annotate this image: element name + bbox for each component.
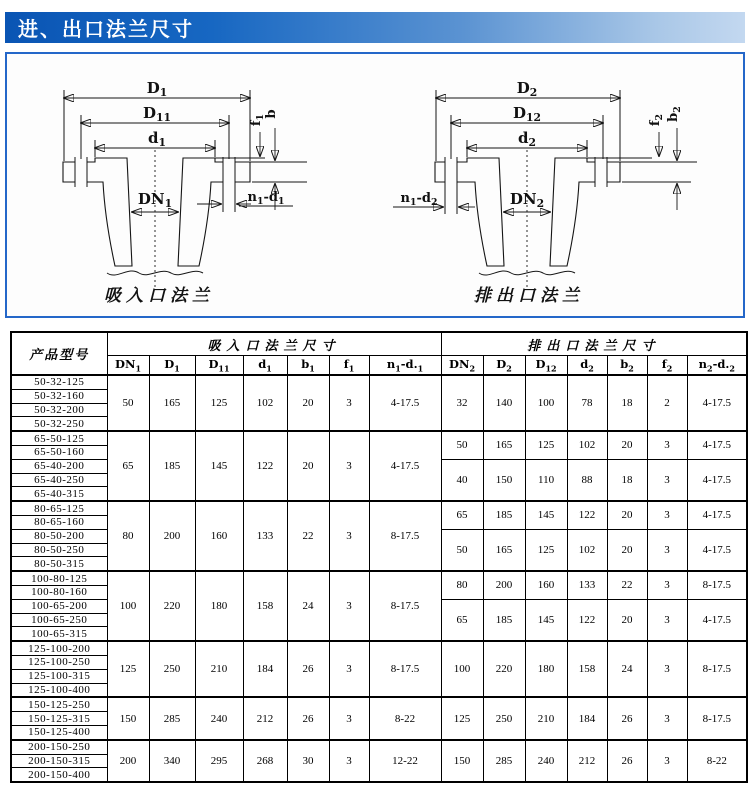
discharge-caption: 排出口法兰 [474, 286, 584, 306]
suction-value-cell: 3 [329, 431, 369, 501]
dim-label-f2: $f_2$ [648, 113, 665, 127]
discharge-value-cell: 200 [483, 571, 525, 599]
suction-value-cell: 3 [329, 571, 369, 641]
discharge-flange-diagram [393, 79, 697, 306]
discharge-value-cell: 20 [607, 431, 647, 459]
col-header-b2: $b_2$ [607, 356, 647, 376]
discharge-value-cell: 145 [525, 501, 567, 529]
discharge-value-cell: 102 [567, 431, 607, 459]
suction-flange-section-left [63, 158, 132, 266]
discharge-value-cell: 150 [441, 740, 483, 782]
flange-diagrams-svg [7, 54, 743, 316]
discharge-value-cell: 4-17.5 [687, 501, 747, 529]
model-cell: 65-40-250 [11, 473, 107, 487]
discharge-value-cell: 20 [607, 599, 647, 641]
suction-value-cell: 26 [287, 697, 329, 739]
discharge-value-cell: 18 [607, 375, 647, 431]
suction-value-cell: 100 [107, 571, 149, 641]
discharge-value-cell: 150 [483, 459, 525, 501]
discharge-value-cell: 145 [525, 599, 567, 641]
suction-value-cell: 295 [195, 740, 243, 782]
discharge-value-cell: 285 [483, 740, 525, 782]
suction-value-cell: 210 [195, 641, 243, 697]
model-column-header: 产品型号 [11, 332, 107, 375]
model-cell: 50-32-200 [11, 403, 107, 417]
suction-value-cell: 184 [243, 641, 287, 697]
bolt-hole [445, 159, 457, 185]
suction-value-cell: 24 [287, 571, 329, 641]
suction-value-cell: 8-17.5 [369, 501, 441, 571]
suction-value-cell: 165 [149, 375, 195, 431]
discharge-value-cell: 18 [607, 459, 647, 501]
discharge-value-cell: 165 [483, 431, 525, 459]
suction-value-cell: 8-22 [369, 697, 441, 739]
discharge-value-cell: 102 [567, 529, 607, 571]
discharge-value-cell: 165 [483, 529, 525, 571]
table-row [11, 431, 747, 445]
discharge-value-cell: 122 [567, 599, 607, 641]
model-cell: 100-65-315 [11, 627, 107, 641]
suction-value-cell: 22 [287, 501, 329, 571]
discharge-value-cell: 88 [567, 459, 607, 501]
model-cell: 150-125-315 [11, 712, 107, 726]
table-row [11, 740, 747, 754]
discharge-value-cell: 32 [441, 375, 483, 431]
model-cell: 65-50-160 [11, 445, 107, 459]
suction-value-cell: 3 [329, 641, 369, 697]
discharge-value-cell: 240 [525, 740, 567, 782]
discharge-value-cell: 160 [525, 571, 567, 599]
col-header-n2-d2: $n_2-d._2$ [687, 356, 747, 376]
col-header-n1-d1: $n_1-d._1$ [369, 356, 441, 376]
discharge-value-cell: 4-17.5 [687, 375, 747, 431]
discharge-value-cell: 26 [607, 740, 647, 782]
discharge-group-header: 排出口法兰尺寸 [441, 332, 747, 356]
col-header-D11: $D_{11}$ [195, 356, 243, 376]
discharge-value-cell: 100 [441, 641, 483, 697]
col-header-DN1: $DN_1$ [107, 356, 149, 376]
suction-value-cell: 26 [287, 641, 329, 697]
suction-value-cell: 250 [149, 641, 195, 697]
suction-value-cell: 133 [243, 501, 287, 571]
model-cell: 100-65-250 [11, 613, 107, 627]
discharge-value-cell: 2 [647, 375, 687, 431]
suction-value-cell: 8-17.5 [369, 571, 441, 641]
suction-value-cell: 30 [287, 740, 329, 782]
discharge-value-cell: 3 [647, 431, 687, 459]
model-cell: 50-32-125 [11, 375, 107, 389]
suction-value-cell: 158 [243, 571, 287, 641]
discharge-value-cell: 65 [441, 501, 483, 529]
suction-value-cell: 200 [149, 501, 195, 571]
col-header-D1: $D_1$ [149, 356, 195, 376]
discharge-value-cell: 80 [441, 571, 483, 599]
model-cell: 100-65-200 [11, 599, 107, 613]
dim-label-b: b [264, 109, 279, 119]
model-cell: 65-40-315 [11, 487, 107, 501]
discharge-value-cell: 212 [567, 740, 607, 782]
discharge-value-cell: 3 [647, 740, 687, 782]
discharge-value-cell: 185 [483, 599, 525, 641]
discharge-value-cell: 65 [441, 599, 483, 641]
dim-label-DN1: $DN_1$ [137, 190, 173, 210]
discharge-value-cell: 3 [647, 459, 687, 501]
discharge-value-cell: 20 [607, 501, 647, 529]
suction-value-cell: 3 [329, 375, 369, 431]
discharge-value-cell: 40 [441, 459, 483, 501]
discharge-value-cell: 26 [607, 697, 647, 739]
discharge-value-cell: 122 [567, 501, 607, 529]
model-cell: 100-80-125 [11, 571, 107, 585]
table-row [11, 697, 747, 711]
discharge-value-cell: 110 [525, 459, 567, 501]
suction-value-cell: 150 [107, 697, 149, 739]
discharge-value-cell: 3 [647, 697, 687, 739]
page-banner [5, 12, 745, 43]
suction-caption: 吸入口法兰 [104, 286, 214, 306]
suction-value-cell: 212 [243, 697, 287, 739]
discharge-value-cell: 4-17.5 [687, 599, 747, 641]
model-cell: 125-100-400 [11, 683, 107, 697]
flange-table-body [11, 375, 747, 782]
discharge-flange-section-right [550, 158, 620, 266]
discharge-value-cell: 8-17.5 [687, 641, 747, 697]
discharge-value-cell: 8-17.5 [687, 697, 747, 739]
suction-value-cell: 185 [149, 431, 195, 501]
bolt-hole [595, 159, 607, 185]
dim-label-D1: $D_1$ [146, 79, 168, 99]
col-header-d2: $d_2$ [567, 356, 607, 376]
discharge-value-cell: 20 [607, 529, 647, 571]
col-header-f2: $f_2$ [647, 356, 687, 376]
model-cell: 150-125-400 [11, 725, 107, 739]
discharge-value-cell: 100 [525, 375, 567, 431]
suction-value-cell: 3 [329, 740, 369, 782]
discharge-value-cell: 22 [607, 571, 647, 599]
col-header-f1: $f_1$ [329, 356, 369, 376]
suction-value-cell: 50 [107, 375, 149, 431]
discharge-value-cell: 125 [441, 697, 483, 739]
suction-value-cell: 12-22 [369, 740, 441, 782]
model-cell: 125-100-315 [11, 669, 107, 683]
model-cell: 80-50-315 [11, 557, 107, 571]
table-row [11, 375, 747, 389]
discharge-value-cell: 3 [647, 529, 687, 571]
bolt-hole [75, 159, 87, 185]
suction-value-cell: 65 [107, 431, 149, 501]
suction-value-cell: 3 [329, 501, 369, 571]
discharge-value-cell: 125 [525, 431, 567, 459]
model-cell: 80-65-160 [11, 515, 107, 529]
discharge-value-cell: 4-17.5 [687, 529, 747, 571]
discharge-value-cell: 3 [647, 571, 687, 599]
flange-diagrams-panel [5, 52, 745, 318]
discharge-value-cell: 8-17.5 [687, 571, 747, 599]
model-cell: 65-40-200 [11, 459, 107, 473]
model-cell: 200-150-315 [11, 754, 107, 768]
discharge-value-cell: 133 [567, 571, 607, 599]
suction-value-cell: 180 [195, 571, 243, 641]
model-cell: 125-100-250 [11, 655, 107, 669]
suction-value-cell: 20 [287, 375, 329, 431]
dim-label-f1: $f_1$ [249, 113, 266, 127]
discharge-value-cell: 125 [525, 529, 567, 571]
dim-label-DN2: $DN_2$ [509, 190, 545, 210]
model-cell: 200-150-400 [11, 768, 107, 782]
discharge-value-cell: 220 [483, 641, 525, 697]
col-header-DN2: $DN_2$ [441, 356, 483, 376]
suction-group-header: 吸入口法兰尺寸 [107, 332, 441, 356]
dim-label-d1: $d_1$ [147, 129, 167, 149]
dim-label-n1-d1: $n_1-d_1$ [247, 190, 285, 207]
suction-value-cell: 160 [195, 501, 243, 571]
suction-value-cell: 4-17.5 [369, 375, 441, 431]
table-row [11, 641, 747, 655]
discharge-value-cell: 78 [567, 375, 607, 431]
suction-value-cell: 125 [195, 375, 243, 431]
suction-flange-section-right [178, 158, 250, 266]
dim-label-D12: $D_{12}$ [512, 104, 542, 124]
suction-value-cell: 102 [243, 375, 287, 431]
discharge-value-cell: 3 [647, 501, 687, 529]
discharge-value-cell: 3 [647, 641, 687, 697]
model-cell: 50-32-160 [11, 389, 107, 403]
suction-value-cell: 80 [107, 501, 149, 571]
model-cell: 65-50-125 [11, 431, 107, 445]
model-cell: 125-100-200 [11, 641, 107, 655]
discharge-value-cell: 8-22 [687, 740, 747, 782]
table-row [11, 501, 747, 515]
suction-value-cell: 125 [107, 641, 149, 697]
col-header-D12: $D_{12}$ [525, 356, 567, 376]
dim-label-d2: $d_2$ [517, 129, 537, 149]
suction-value-cell: 240 [195, 697, 243, 739]
suction-value-cell: 285 [149, 697, 195, 739]
discharge-value-cell: 3 [647, 599, 687, 641]
model-cell: 80-50-250 [11, 543, 107, 557]
suction-value-cell: 20 [287, 431, 329, 501]
suction-value-cell: 3 [329, 697, 369, 739]
discharge-value-cell: 50 [441, 529, 483, 571]
model-cell: 80-50-200 [11, 529, 107, 543]
suction-value-cell: 200 [107, 740, 149, 782]
table-row [11, 571, 747, 585]
bolt-hole [223, 159, 235, 185]
col-header-d1: $d_1$ [243, 356, 287, 376]
model-cell: 150-125-250 [11, 697, 107, 711]
col-header-D2: $D_2$ [483, 356, 525, 376]
discharge-value-cell: 50 [441, 431, 483, 459]
discharge-value-cell: 184 [567, 697, 607, 739]
suction-value-cell: 122 [243, 431, 287, 501]
suction-flange-diagram [63, 79, 307, 306]
discharge-value-cell: 140 [483, 375, 525, 431]
dim-label-b2: $b_2$ [666, 106, 683, 122]
suction-value-cell: 220 [149, 571, 195, 641]
suction-value-cell: 4-17.5 [369, 431, 441, 501]
suction-value-cell: 8-17.5 [369, 641, 441, 697]
dim-label-D11: $D_{11}$ [142, 104, 172, 124]
discharge-value-cell: 250 [483, 697, 525, 739]
discharge-value-cell: 4-17.5 [687, 431, 747, 459]
discharge-value-cell: 210 [525, 697, 567, 739]
suction-value-cell: 340 [149, 740, 195, 782]
discharge-value-cell: 158 [567, 641, 607, 697]
suction-value-cell: 145 [195, 431, 243, 501]
flange-dimensions-table [10, 331, 748, 783]
suction-value-cell: 268 [243, 740, 287, 782]
discharge-value-cell: 180 [525, 641, 567, 697]
col-header-b1: $b_1$ [287, 356, 329, 376]
discharge-value-cell: 24 [607, 641, 647, 697]
model-cell: 80-65-125 [11, 501, 107, 515]
model-cell: 200-150-250 [11, 740, 107, 754]
model-cell: 50-32-250 [11, 417, 107, 431]
page-title: 进、出口法兰尺寸 [18, 19, 194, 41]
discharge-value-cell: 4-17.5 [687, 459, 747, 501]
model-cell: 100-80-160 [11, 585, 107, 599]
discharge-value-cell: 185 [483, 501, 525, 529]
dim-label-n1-d2: $n_1-d_2$ [400, 191, 438, 208]
dim-label-D2: $D_2$ [516, 79, 538, 99]
